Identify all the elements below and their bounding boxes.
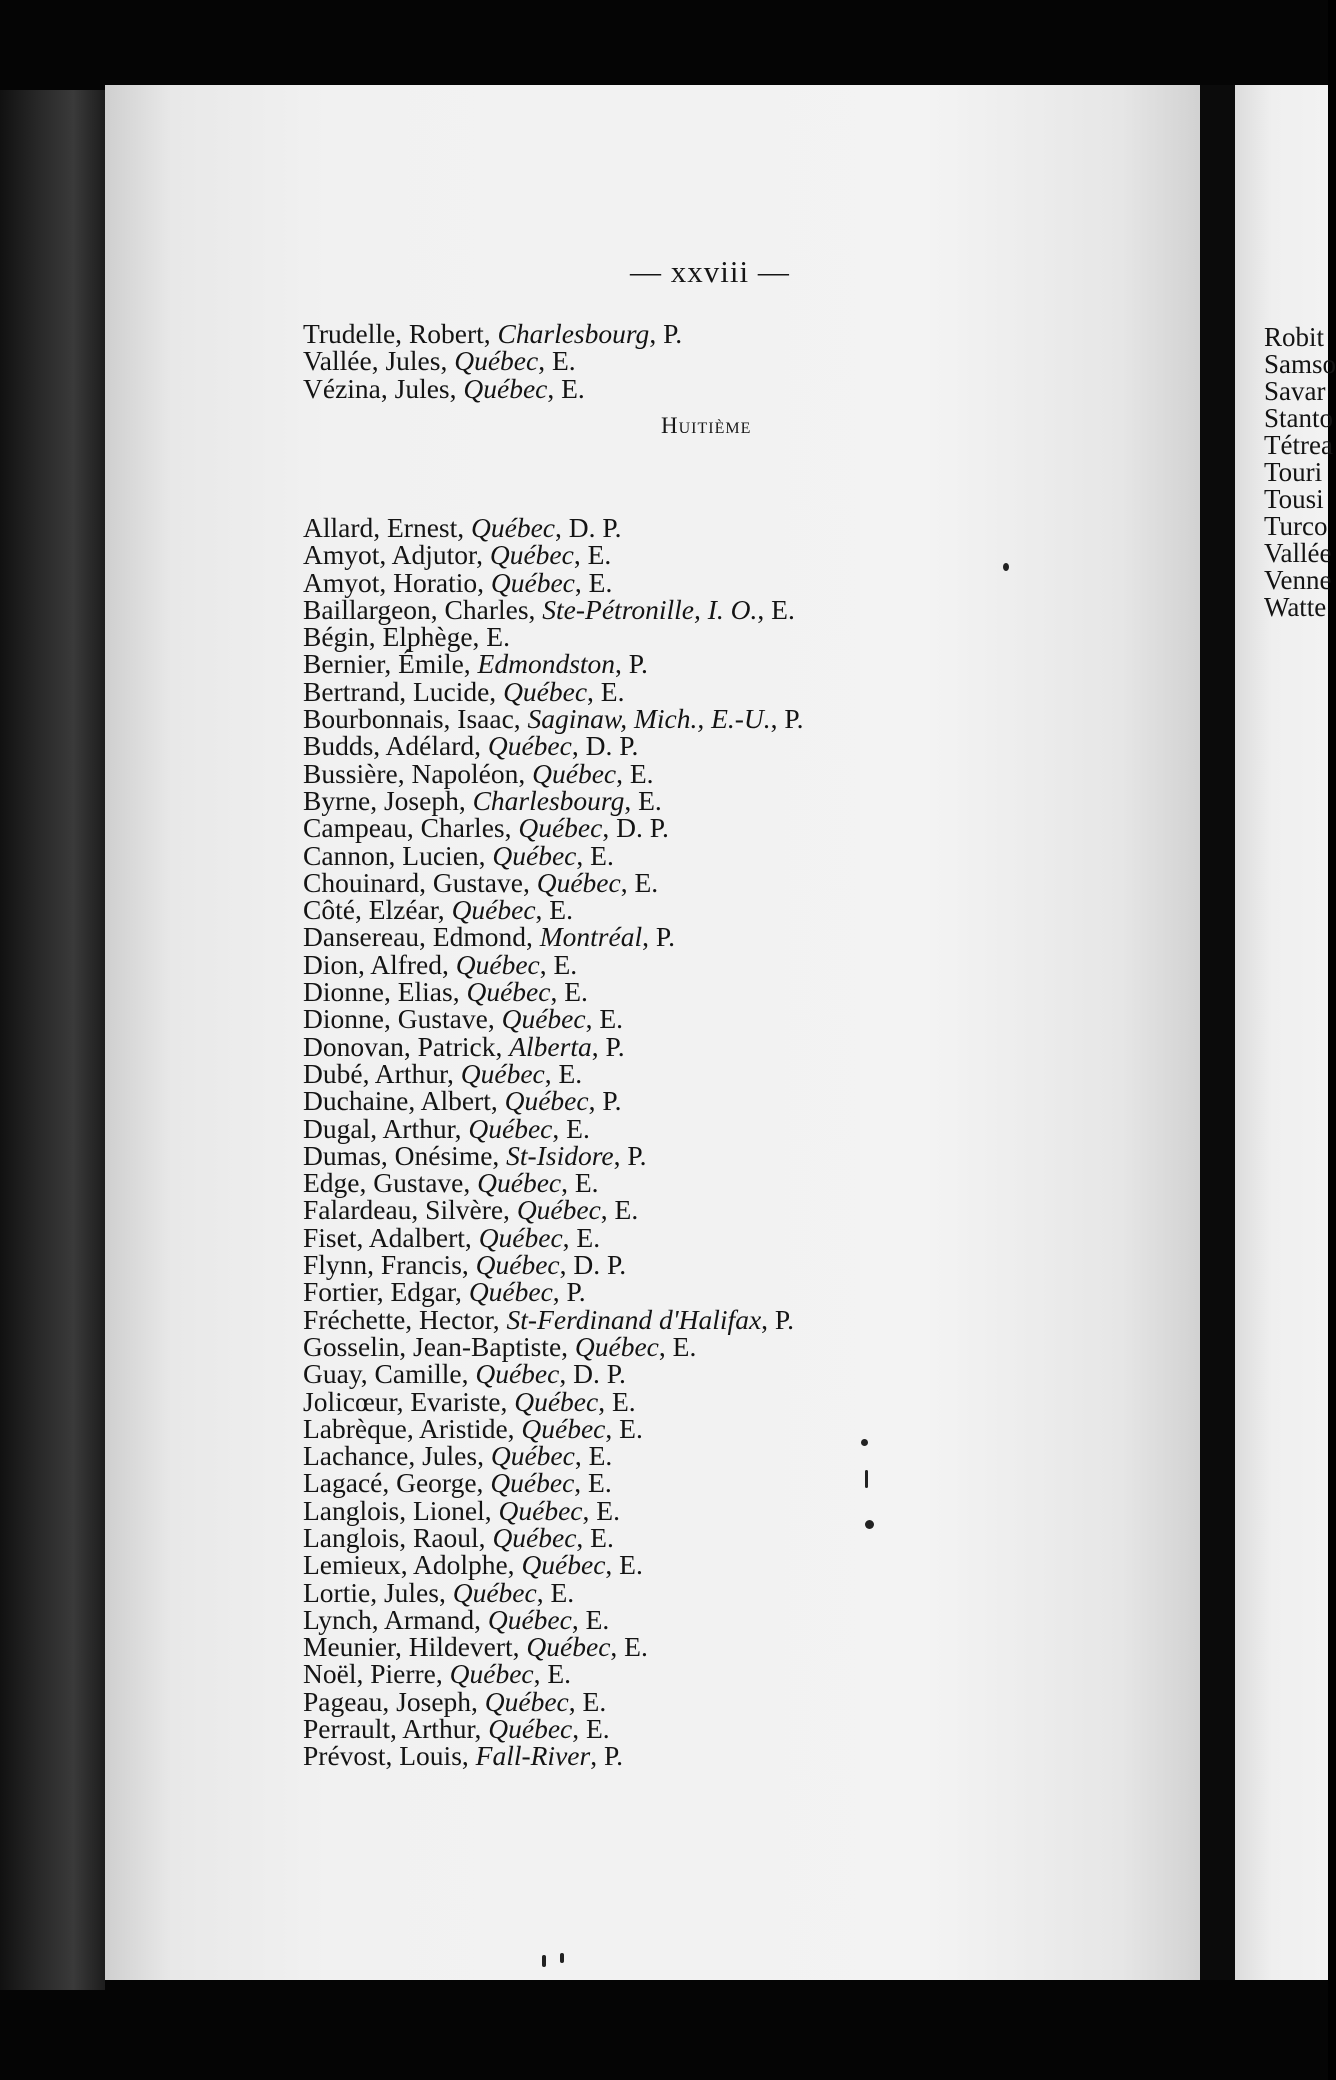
entry-status: , E.: [600, 1194, 639, 1226]
entry-name: Dionne, Gustave,: [303, 1003, 502, 1035]
entry-place: Québec: [468, 1112, 553, 1144]
entry-status: , E.: [582, 1494, 620, 1526]
entry-place: Québec: [492, 839, 577, 871]
entry-status: , E.: [576, 839, 614, 871]
entry-status: , D. P.: [571, 730, 639, 762]
entry-name: Bourbonnais, Isaac,: [303, 703, 528, 735]
entry-name: Lortie, Jules,: [303, 1576, 453, 1608]
entry-status: , P.: [613, 1139, 647, 1171]
entry-place: Québec: [574, 1330, 659, 1362]
entry-name: Byrne, Joseph,: [303, 784, 473, 816]
entry-status: , E.: [538, 345, 576, 377]
entry-place: Québec: [521, 1549, 606, 1581]
entry-place: Québec: [492, 1521, 577, 1553]
entry-place: Québec: [475, 1249, 560, 1281]
list-entry: [303, 839, 1183, 871]
entry-status: , E.: [610, 1631, 648, 1663]
facing-page-fragment: Stanto: [1264, 403, 1334, 433]
entry-name: Côté, Elzéar,: [303, 894, 452, 926]
entry-place: Charlesbourg: [497, 318, 650, 349]
list-entry: [303, 1576, 1183, 1608]
entry-place: St-Ferdinand d'Halifax: [506, 1303, 762, 1335]
entry-name: Baillargeon, Charles,: [303, 593, 543, 625]
list-entry: [303, 1330, 1183, 1362]
entry-status: , E.: [573, 539, 612, 571]
entry-status: , P.: [642, 921, 675, 953]
entry-place: Montréal: [539, 921, 643, 953]
entry-status: , E.: [574, 1467, 612, 1499]
entry-status: , E.: [587, 675, 625, 707]
entry-place: Québec: [503, 675, 588, 707]
entry-status: , E.: [620, 866, 659, 898]
entry-name: Jolicœur, Evariste,: [303, 1385, 515, 1417]
entry-name: Edge, Gustave,: [303, 1167, 478, 1199]
list-entry: [303, 1276, 1183, 1308]
entry-place: Québec: [475, 1358, 560, 1390]
entry-name: Dion, Alfred,: [303, 948, 456, 980]
entry-name: Dubé, Arthur,: [303, 1057, 461, 1089]
entry-place: Québec: [488, 1713, 573, 1745]
facing-page-fragment: Samso: [1264, 349, 1336, 379]
entry-name: Vézina, Jules,: [303, 372, 464, 404]
facing-page-fragment: Venne: [1264, 565, 1332, 595]
list-entry: [303, 1085, 1183, 1117]
entry-place: Québec: [521, 1412, 606, 1444]
list-entry: [303, 372, 1183, 404]
entry-status: , E.: [544, 1057, 583, 1089]
list-entry: [303, 1412, 1183, 1444]
section-heading: Huitième: [661, 413, 752, 438]
entry-name: Lemieux, Adolphe,: [303, 1549, 522, 1581]
entry-place: Saginaw, Mich., E.-U.: [527, 703, 771, 735]
entry-place: Québec: [460, 1057, 545, 1089]
list-entry: [303, 648, 1183, 680]
list-entry: [303, 730, 1183, 762]
entry-status: , E.: [757, 593, 795, 625]
entry-status: , E.: [605, 1412, 643, 1444]
entry-name: Dansereau, Edmond,: [303, 921, 540, 953]
entry-status: , E.: [605, 1549, 643, 1581]
list-entry: [303, 1631, 1183, 1663]
entry-name: Cannon, Lucien,: [303, 839, 493, 871]
entry-status: , E.: [535, 894, 573, 926]
entry-place: Québec: [536, 866, 621, 898]
list-entry: [303, 593, 1183, 625]
entry-status: , E.: [576, 1521, 614, 1553]
entry-status: , E.: [552, 1112, 590, 1144]
facing-page-fragment: Robit: [1264, 322, 1325, 352]
list-entry: [303, 320, 1183, 347]
entry-name: Guay, Camille,: [303, 1358, 476, 1390]
list-entry: [303, 894, 1183, 926]
list-entry: [303, 1167, 1183, 1199]
list-entry: [303, 1494, 1183, 1526]
entry-name: Perrault, Arthur,: [303, 1713, 489, 1745]
entry-status: , E.: [561, 1167, 599, 1199]
print-speck: [560, 1953, 564, 1963]
entry-place: Québec: [490, 566, 575, 598]
entry-name: Dugal, Arthur,: [303, 1112, 469, 1144]
list-entry: [303, 1603, 1183, 1635]
entry-status: , P.: [761, 1303, 795, 1335]
page-gutter: [1200, 85, 1240, 1980]
entry-name: Bussière, Napoléon,: [303, 757, 533, 789]
entry-place: Edmondston: [477, 648, 616, 680]
entry-status: , E.: [547, 372, 585, 404]
entry-name: Amyot, Horatio,: [303, 566, 491, 598]
list-entry: [303, 866, 1183, 898]
entry-name: Allard, Ernest,: [303, 512, 472, 543]
list-entry: [303, 1385, 1183, 1417]
entry-name: Fréchette, Hector,: [303, 1303, 507, 1335]
entry-place: Québec: [498, 1494, 583, 1526]
facing-page-fragment: Tousi: [1264, 484, 1324, 514]
entry-status: , E.: [562, 1221, 601, 1253]
facing-page-fragment: Tétrea: [1264, 430, 1333, 460]
entry-name: Fiset, Adalbert,: [303, 1221, 479, 1253]
facing-page-fragment: Watte: [1264, 592, 1327, 622]
entry-status: , E.: [550, 976, 588, 1008]
entry-place: Québec: [516, 1194, 601, 1226]
entry-name: Dionne, Elias,: [303, 976, 467, 1008]
entry-place: Québec: [490, 1440, 575, 1472]
entry-place: Québec: [454, 345, 539, 377]
list-entry: [303, 345, 1183, 377]
facing-page-fragment: Turco: [1264, 511, 1328, 541]
entry-place: Québec: [471, 512, 555, 543]
entry-name: Flynn, Francis,: [303, 1249, 476, 1281]
list-entry: [303, 784, 1183, 816]
entry-status: , P.: [615, 648, 648, 680]
facing-page-fragment: Touri: [1264, 457, 1323, 487]
entry-place: Québec: [478, 1221, 563, 1253]
entry-place: Québec: [487, 1603, 572, 1635]
entry-name: Trudelle, Robert,: [303, 318, 498, 349]
list-entry: [303, 1249, 1183, 1281]
list-entry: [303, 1221, 1183, 1253]
list-entry: [303, 1521, 1183, 1553]
entry-name: Duchaine, Albert,: [303, 1085, 505, 1117]
entry-place: Québec: [487, 730, 572, 762]
page-number: — xxviii —: [630, 254, 790, 289]
entry-status: , E.: [568, 1685, 607, 1717]
entry-name: Amyot, Adjutor,: [303, 539, 490, 571]
entry-name: Fortier, Edgar,: [303, 1276, 469, 1308]
list-entry: [303, 812, 1183, 844]
entry-name: Lachance, Jules,: [303, 1440, 491, 1472]
list-entry: [303, 1685, 1183, 1717]
entry-name: Donovan, Patrick,: [303, 1030, 510, 1062]
entry-place: Québec: [455, 948, 540, 980]
entry-name: Budds, Adélard,: [303, 730, 488, 762]
entry-place: Alberta: [509, 1030, 592, 1062]
entry-place: Québec: [484, 1685, 569, 1717]
entry-name: Bertrand, Lucide,: [303, 675, 504, 707]
entry-name: Vallée, Jules,: [303, 345, 455, 377]
facing-page: [1235, 85, 1336, 1980]
entry-place: Québec: [518, 812, 603, 844]
entry-status: , P.: [649, 318, 683, 349]
entry-place: Québec: [452, 1576, 537, 1608]
entry-status: , E.: [598, 1385, 636, 1417]
entry-place: Charlesbourg: [472, 784, 625, 816]
entry-status: , E.: [539, 948, 578, 980]
entry-name: Gosselin, Jean-Baptiste,: [303, 1330, 575, 1362]
list-entry: [303, 675, 1183, 707]
entry-status: , E.: [533, 1658, 572, 1690]
list-entry: [303, 566, 1183, 598]
entry-place: Québec: [449, 1658, 534, 1690]
entry-name: Meunier, Hildevert,: [303, 1631, 527, 1663]
entry-name: Bernier, Émile,: [303, 648, 478, 680]
entry-place: Québec: [504, 1085, 589, 1117]
entry-status: , E.: [658, 1330, 697, 1362]
entry-name: Lagacé, George,: [303, 1467, 491, 1499]
list-entry: [303, 1658, 1183, 1690]
list-entry: [303, 1057, 1183, 1089]
list-entry: [303, 621, 1183, 653]
entry-status: , P.: [588, 1085, 622, 1117]
entry-status: , E.: [574, 566, 613, 598]
entry-place: Québec: [489, 539, 574, 571]
entry-place: Québec: [514, 1385, 599, 1417]
entry-name: Bégin, Elphège, E.: [303, 621, 510, 653]
list-entry: [303, 1030, 1183, 1062]
entry-status: , P.: [770, 703, 804, 735]
entry-status: , E.: [616, 757, 654, 789]
entry-name: Noël, Pierre,: [303, 1658, 450, 1690]
entry-place: St-Isidore: [506, 1139, 614, 1171]
entry-status: , D. P.: [559, 1249, 627, 1281]
entry-name: Prévost, Louis,: [303, 1740, 476, 1772]
entry-name: Lynch, Armand,: [303, 1603, 488, 1635]
entry-status: , E.: [574, 1440, 613, 1472]
entry-name: Campeau, Charles,: [303, 812, 519, 844]
entry-status: , D. P.: [559, 1358, 626, 1390]
entry-status: , E.: [571, 1603, 610, 1635]
entry-name: Dumas, Onésime,: [303, 1139, 507, 1171]
entry-status: , D. P.: [555, 512, 622, 543]
entry-place: Québec: [466, 976, 551, 1008]
list-entry: [303, 1003, 1183, 1035]
entry-place: Québec: [451, 894, 536, 926]
entry-place: Québec: [463, 372, 548, 404]
list-entry: [303, 1194, 1183, 1226]
list-entry: [303, 539, 1183, 571]
list-entry: [303, 1112, 1183, 1144]
entry-place: Fall-River: [475, 1740, 591, 1772]
list-entry: [303, 1740, 1183, 1772]
entry-status: , P.: [591, 1030, 625, 1062]
list-entry: [303, 1549, 1183, 1581]
entry-status: , E.: [624, 784, 662, 816]
print-speck: [542, 1955, 546, 1967]
entry-name: Langlois, Raoul,: [303, 1521, 493, 1553]
list-entry: [303, 703, 1183, 735]
entry-status: , E.: [536, 1576, 575, 1608]
entry-name: Chouinard, Gustave,: [303, 866, 537, 898]
list-entry: [303, 1358, 1183, 1390]
entry-place: Québec: [501, 1003, 586, 1035]
list-entry: [303, 948, 1183, 980]
list-entry: [303, 514, 1183, 541]
entry-status: , D. P.: [602, 812, 669, 844]
entry-list-huitieme: [303, 514, 1183, 1770]
list-entry: [303, 1440, 1183, 1472]
list-entry: [303, 1303, 1183, 1335]
book-spine: [0, 90, 105, 1990]
entry-name: Labrèque, Aristide,: [303, 1412, 522, 1444]
entry-name: Falardeau, Silvère,: [303, 1194, 517, 1226]
facing-page-fragment: Vallée: [1264, 538, 1332, 568]
list-entry: [303, 757, 1183, 789]
entry-place: Québec: [490, 1467, 575, 1499]
entry-place: Québec: [477, 1167, 562, 1199]
entry-place: Québec: [526, 1631, 611, 1663]
entry-name: Pageau, Joseph,: [303, 1685, 485, 1717]
entry-place: Québec: [468, 1276, 553, 1308]
facing-page-fragment: Savar: [1264, 376, 1326, 406]
entry-name: Langlois, Lionel,: [303, 1494, 499, 1526]
list-entry: [303, 976, 1183, 1008]
list-entry: [303, 1713, 1183, 1745]
entry-status: , P.: [552, 1276, 586, 1308]
entry-place: Ste-Pétronille, I. O.: [542, 593, 758, 625]
entry-list-top: [303, 320, 1183, 402]
entry-place: Québec: [532, 757, 617, 789]
list-entry: [303, 921, 1183, 953]
entry-status: , E.: [572, 1713, 610, 1745]
facing-page-fragments: [1264, 324, 1336, 621]
list-entry: [303, 1139, 1183, 1171]
entry-status: , P.: [590, 1740, 624, 1772]
list-entry: [303, 1467, 1183, 1499]
entry-status: , E.: [585, 1003, 623, 1035]
